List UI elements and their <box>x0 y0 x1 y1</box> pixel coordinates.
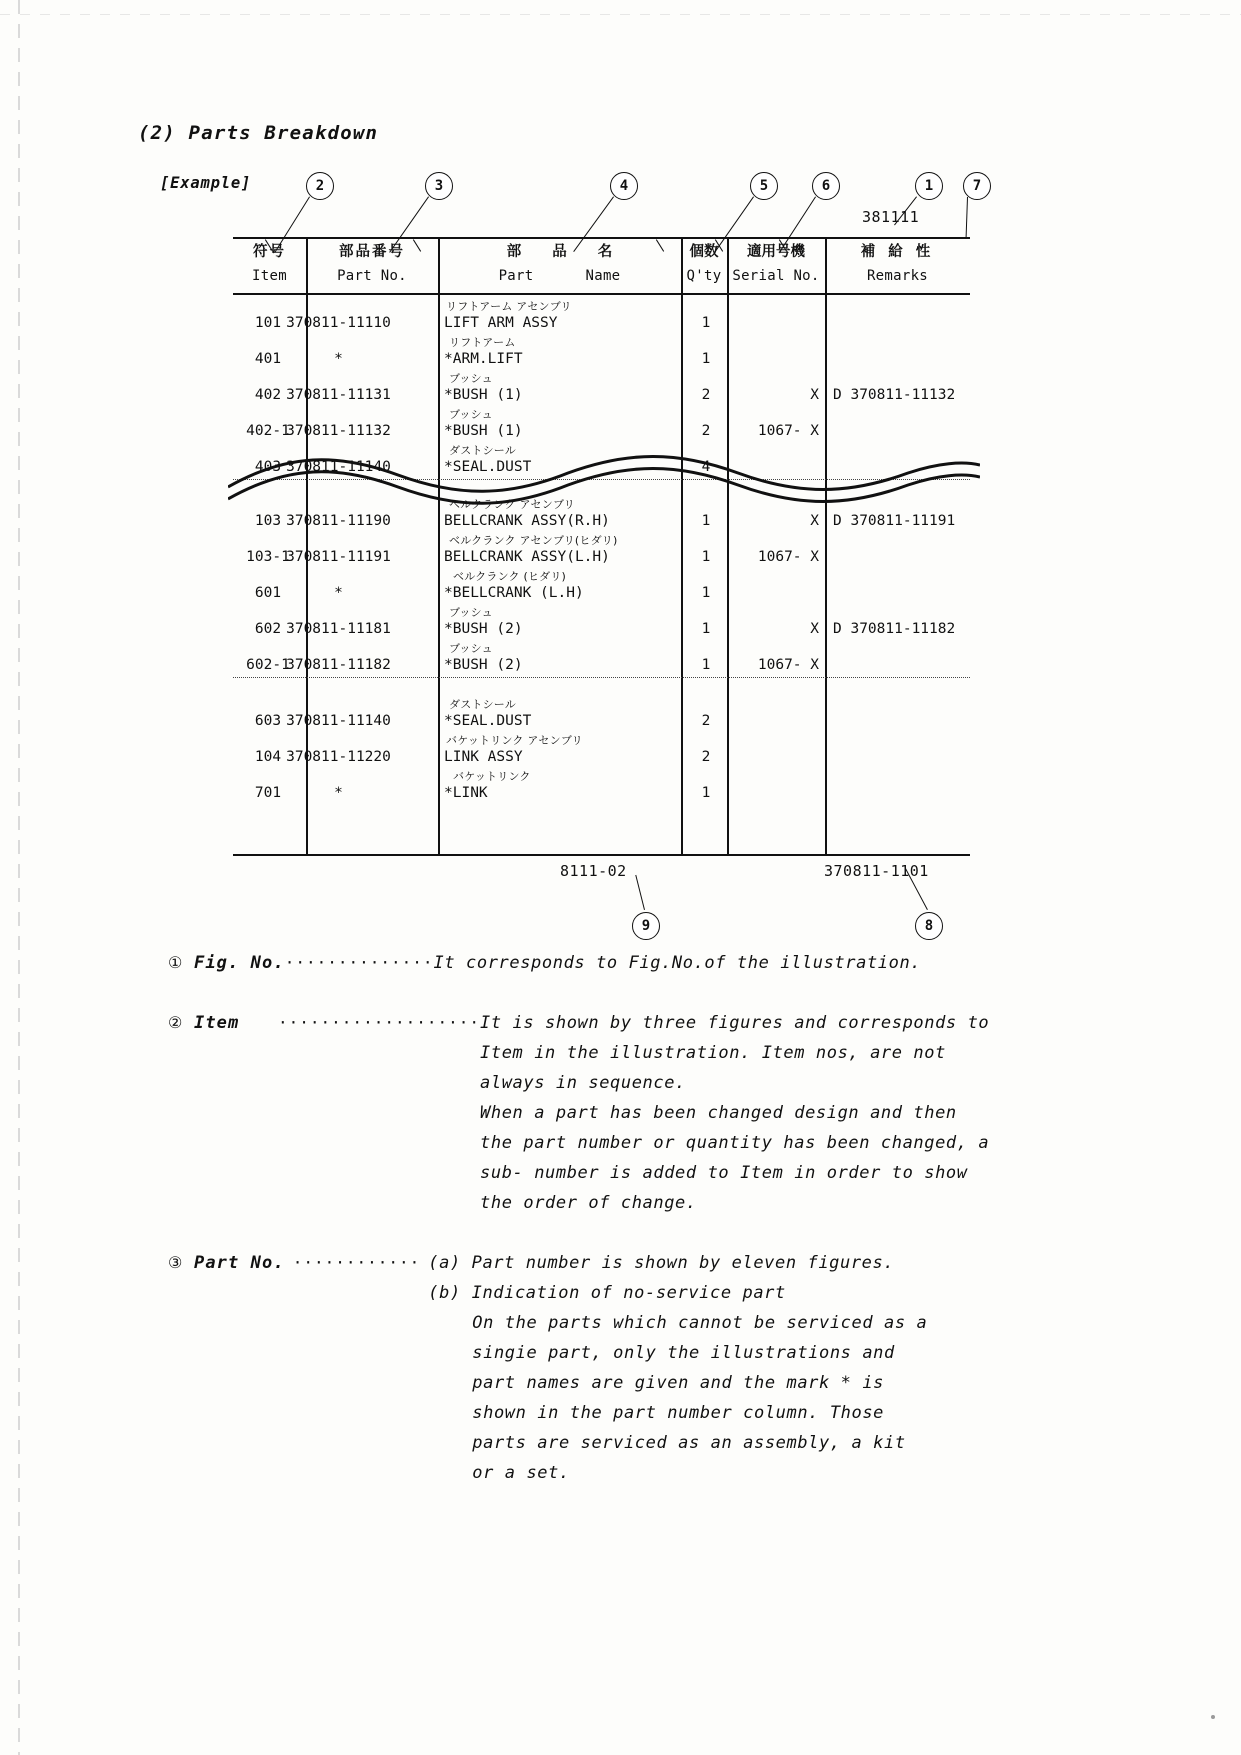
row-qty: 1 <box>701 513 711 529</box>
row-part-no: 370811-11220 <box>286 749 391 765</box>
header-item-en: Item <box>252 268 287 284</box>
row-kana: ブッシュ <box>449 372 493 385</box>
row-qty: 1 <box>701 585 711 601</box>
parts-breakdown-table <box>233 237 970 857</box>
note-line: (a) Part number is shown by eleven figures. <box>428 1253 895 1273</box>
callout-2: 2 <box>306 172 334 200</box>
note-number: ② <box>168 1013 183 1032</box>
note-sub-line: singie part, only the illustrations and <box>472 1343 895 1363</box>
note-body <box>428 1248 927 1488</box>
row-part-no: 370811-11140 <box>286 459 391 475</box>
scan-speck <box>1211 1715 1215 1719</box>
row-part-no: 370811-11131 <box>286 387 391 403</box>
note-line: the order of change. <box>480 1193 697 1213</box>
row-kana: リフトアーム <box>449 336 516 349</box>
row-serial: 1067- X <box>757 423 819 439</box>
row-serial: X <box>810 513 819 529</box>
row-remarks: D 370811-11182 <box>833 621 956 637</box>
row-remarks: D 370811-11191 <box>833 513 956 529</box>
row-serial: X <box>810 387 819 403</box>
row-part-no: 370811-11132 <box>286 423 391 439</box>
row-item: 403 <box>254 459 282 475</box>
row-item: 601 <box>254 585 282 601</box>
table-bottom-rule <box>233 854 970 856</box>
group-separator-dotted-2 <box>233 677 970 678</box>
header-item <box>233 240 306 292</box>
row-qty: 2 <box>701 423 711 439</box>
scan-edge-artifact-top <box>0 14 1241 15</box>
note-line: Item in the illustration. Item nos, are not <box>480 1043 946 1063</box>
header-serial-jp: 適用号機 <box>747 244 805 260</box>
row-qty: 4 <box>701 459 711 475</box>
row-serial: X <box>810 621 819 637</box>
notes-list <box>168 948 1118 1514</box>
note-number: ① <box>168 953 183 972</box>
note-line: the part number or quantity has been changed, a <box>480 1133 990 1153</box>
row-qty: 2 <box>701 749 711 765</box>
group-separator-dotted-1 <box>233 479 970 480</box>
row-item: 103 <box>254 513 282 529</box>
row-remarks: D 370811-11132 <box>833 387 956 403</box>
callout-5: 5 <box>750 172 778 200</box>
note-sub-line: shown in the part number column. Those <box>472 1403 885 1423</box>
row-kana: ダストシール <box>449 698 516 711</box>
note-sub-line: part names are given and the mark * is <box>472 1373 885 1393</box>
note-line: sub- number is added to Item in order to show <box>480 1163 968 1183</box>
row-part-name: *BUSH (1) <box>444 387 523 403</box>
header-name-label: Name <box>585 268 621 284</box>
row-part-name: *BUSH (2) <box>444 621 523 637</box>
callout-1: 1 <box>915 172 943 200</box>
row-part-name: *LINK <box>444 785 488 801</box>
row-item: 103-1 <box>246 549 290 565</box>
row-part-name: *SEAL.DUST <box>444 459 532 475</box>
section-title: (2) Parts Breakdown <box>138 122 379 144</box>
header-part-name <box>438 240 681 292</box>
row-item: 602 <box>254 621 282 637</box>
row-item: 402-1 <box>246 423 290 439</box>
row-kana: ベルクランク アセンブリ(ヒダリ) <box>449 534 618 547</box>
row-kana: ブッシュ <box>449 642 493 655</box>
example-label: [Example] <box>160 174 252 192</box>
row-item: 402 <box>254 387 282 403</box>
note-term: Item <box>194 1013 240 1033</box>
row-part-no: * <box>334 351 343 367</box>
row-item: 701 <box>254 785 282 801</box>
row-part-name: LINK ASSY <box>444 749 523 765</box>
row-kana: ベルクランク (ヒダリ) <box>453 570 567 583</box>
note-dot-leader: ·············· <box>284 953 434 972</box>
callout-8: 8 <box>915 912 943 940</box>
header-part-label: Part <box>498 268 534 284</box>
fig-number-top-right: 381111 <box>862 208 920 226</box>
row-item: 401 <box>254 351 282 367</box>
fig-number-bottom-center: 8111-02 <box>560 862 627 880</box>
header-item-jp: 符号 <box>253 244 286 260</box>
header-part-no-jp: 部品番号 <box>339 244 405 260</box>
note-line: (b) Indication of no-service part <box>428 1283 786 1303</box>
row-item: 104 <box>254 749 282 765</box>
row-part-name: LIFT ARM ASSY <box>444 315 558 331</box>
note-dot-leader: ············ <box>292 1253 421 1272</box>
note-body <box>434 948 922 978</box>
row-kana: バケットリンク アセンブリ <box>446 734 583 747</box>
row-qty: 1 <box>701 621 711 637</box>
row-kana: ブッシュ <box>449 408 493 421</box>
note-term: Fig. No. <box>194 953 285 973</box>
row-part-name: *BELLCRANK (L.H) <box>444 585 584 601</box>
row-item: 602-1 <box>246 657 290 673</box>
row-part-no: 370811-11140 <box>286 713 391 729</box>
row-part-no: 370811-11182 <box>286 657 391 673</box>
row-kana: バケットリンク <box>453 770 531 783</box>
row-part-name: *ARM.LIFT <box>444 351 523 367</box>
row-part-no: 370811-11191 <box>286 549 391 565</box>
row-serial: 1067- X <box>757 549 819 565</box>
header-part-name-en <box>499 265 621 287</box>
row-kana: ダストシール <box>449 444 516 457</box>
row-kana: ブッシュ <box>449 606 493 619</box>
row-qty: 1 <box>701 315 711 331</box>
row-part-name: *BUSH (2) <box>444 657 523 673</box>
note-sub-line: On the parts which cannot be serviced as a <box>472 1313 928 1333</box>
row-qty: 1 <box>701 785 711 801</box>
row-part-no: 370811-11110 <box>286 315 391 331</box>
row-part-no: * <box>334 785 343 801</box>
leader-line-9 <box>635 875 645 910</box>
header-qty-en: Q'ty <box>686 268 722 284</box>
row-part-name: *BUSH (1) <box>444 423 523 439</box>
col-sep-serial <box>825 237 827 854</box>
fig-number-bottom-right: 370811-1101 <box>824 862 929 880</box>
header-part-no-en: Part No. <box>337 268 407 284</box>
table-header-row <box>233 240 970 292</box>
row-part-name: BELLCRANK ASSY(R.H) <box>444 513 610 529</box>
note-part-no <box>168 1248 1118 1488</box>
row-qty: 1 <box>701 657 711 673</box>
row-part-name: BELLCRANK ASSY(L.H) <box>444 549 610 565</box>
note-dot-leader: ··················· <box>278 1013 481 1032</box>
row-item: 603 <box>254 713 282 729</box>
row-part-name: *SEAL.DUST <box>444 713 532 729</box>
note-line: always in sequence. <box>480 1073 686 1093</box>
row-part-no: * <box>334 585 343 601</box>
note-number: ③ <box>168 1253 183 1272</box>
row-kana: ベルクランク アセンブリ <box>449 498 575 511</box>
row-qty: 1 <box>701 549 711 565</box>
row-qty: 2 <box>701 713 711 729</box>
note-body <box>480 1008 989 1218</box>
row-item: 101 <box>254 315 282 331</box>
note-fig-no <box>168 948 1118 978</box>
header-qty <box>681 240 727 292</box>
leader-line-7 <box>966 197 968 239</box>
callout-6: 6 <box>812 172 840 200</box>
row-kana: リフトアーム アセンブリ <box>446 300 572 313</box>
note-line: It corresponds to Fig.No.of the illustration. <box>433 953 922 973</box>
note-line: When a part has been changed design and then <box>480 1103 957 1123</box>
callout-3: 3 <box>425 172 453 200</box>
note-sub-line: or a set. <box>472 1463 570 1483</box>
row-part-no: 370811-11190 <box>286 513 391 529</box>
note-sub-line: parts are serviced as an assembly, a kit <box>472 1433 906 1453</box>
scan-edge-artifact <box>18 0 20 1755</box>
callout-9: 9 <box>632 912 660 940</box>
header-qty-jp: 個数 <box>689 244 719 260</box>
note-term: Part No. <box>194 1253 285 1273</box>
note-line: It is shown by three figures and corresponds to <box>480 1013 990 1033</box>
callout-7: 7 <box>963 172 991 200</box>
header-remarks-en: Remarks <box>866 268 929 284</box>
header-remarks-jp: 補 給 性 <box>860 244 935 260</box>
row-serial: 1067- X <box>757 657 819 673</box>
row-part-no: 370811-11181 <box>286 621 391 637</box>
header-remarks <box>825 240 970 292</box>
row-qty: 2 <box>701 387 711 403</box>
note-item <box>168 1008 1118 1218</box>
header-serial-en: Serial No. <box>732 268 820 284</box>
header-part-no <box>306 240 438 292</box>
header-part-name-jp: 部 品 名 <box>506 244 626 260</box>
header-serial <box>727 240 825 292</box>
row-qty: 1 <box>701 351 711 367</box>
callout-4: 4 <box>610 172 638 200</box>
table-header-rule <box>233 293 970 295</box>
